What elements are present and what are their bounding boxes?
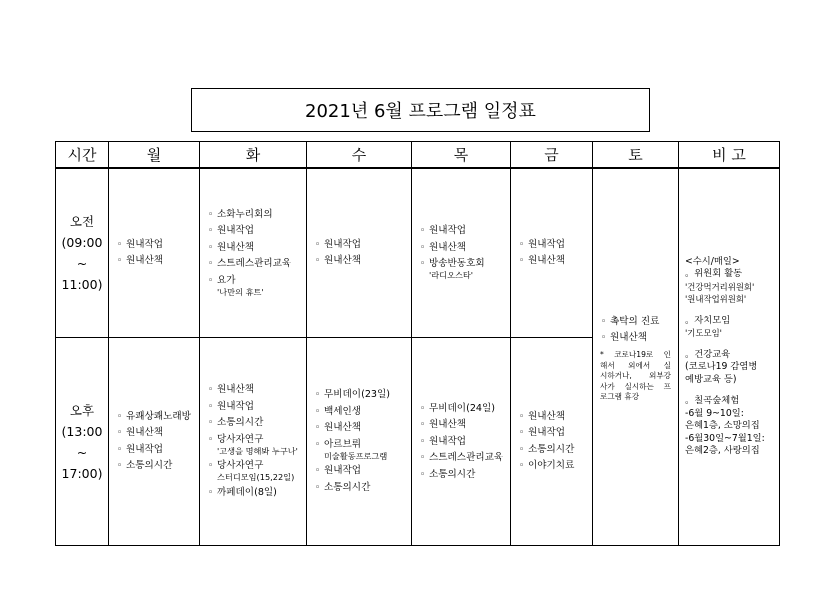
note-line: * 코로나19로 인	[600, 350, 671, 359]
remark-line: 예방교육 등)	[685, 373, 737, 385]
list-item	[315, 389, 411, 401]
program-name: 원내산책	[217, 384, 255, 396]
header-wed: 수	[307, 142, 412, 168]
morning-tilde: ~	[76, 255, 88, 271]
am-mon-cell	[109, 168, 200, 338]
list-item	[519, 239, 592, 251]
list-item	[117, 444, 199, 456]
program-name: 까페데이(8일)	[217, 486, 277, 498]
list-item	[519, 411, 592, 423]
program-list	[109, 411, 199, 473]
list-item: ◦ 촉탁의 진료	[601, 316, 678, 328]
remark-line: (코로나19 감염병	[685, 361, 758, 373]
program-subtitle: '나만의 휴트'	[217, 286, 264, 297]
program-subtitle: '고생을 명해봐 누구나'	[217, 445, 298, 456]
remark-line: 은혜2층, 사랑의집	[685, 445, 760, 457]
header-sat: 토	[593, 142, 679, 168]
remark-line: 。칠곡숲체험	[685, 395, 740, 407]
remark-line: 。위원회 활동	[685, 268, 743, 280]
morning-row	[56, 168, 780, 338]
list-item	[315, 406, 411, 418]
schedule-table	[55, 141, 780, 546]
list-item	[420, 225, 510, 237]
list-item	[208, 487, 306, 499]
remark-line: '원내작업위원회'	[685, 294, 747, 305]
am-tue-cell	[200, 168, 307, 338]
program-list	[412, 403, 510, 481]
list-item	[420, 419, 510, 431]
list-item	[420, 242, 510, 254]
list-item	[315, 439, 411, 461]
list-item	[208, 225, 306, 237]
header-tue: 화	[200, 142, 307, 168]
program-name: 원내작업	[126, 238, 164, 250]
program-name: 소통의시간	[324, 481, 371, 493]
pm-thu-cell	[412, 338, 511, 546]
program-list	[307, 239, 411, 268]
am-fri-cell	[511, 168, 593, 338]
remarks-content	[679, 256, 779, 458]
list-item	[208, 401, 306, 413]
am-wed-cell	[307, 168, 412, 338]
remarks-cell	[679, 168, 780, 546]
program-name: 원내산책	[324, 255, 362, 266]
remark-line: '건강먹거리위원회'	[685, 281, 755, 292]
afternoon-end: 17:00)	[61, 465, 103, 481]
page-title-text: 2021년 6월 프로그램 일정표	[305, 101, 536, 122]
list-item	[315, 422, 411, 434]
program-name: 스트레스관리교육	[429, 452, 504, 463]
am-thu-cell	[412, 168, 511, 338]
program-name: 원내산책	[126, 255, 164, 266]
afternoon-time-cell	[56, 338, 109, 546]
remark-line: 。자치모임	[685, 314, 731, 326]
remark-line: '기도모임'	[685, 328, 722, 339]
program-name: 방송반동호회	[429, 258, 485, 270]
program-name: 소통의시간	[126, 460, 173, 472]
list-item	[315, 465, 411, 477]
program-name: 원내산책	[324, 422, 362, 434]
remark-line: <수시/매일>	[685, 255, 740, 267]
program-name: 원내작업	[429, 435, 467, 447]
program-name: 소화누리회의	[217, 208, 273, 220]
program-name: 원내산책	[528, 410, 566, 422]
program-name: 스트레스관리교육	[217, 258, 292, 270]
program-list	[200, 209, 306, 297]
list-item	[420, 403, 510, 415]
morning-label: 오전	[69, 213, 95, 229]
header-fri: 금	[511, 142, 593, 168]
saturday-list	[593, 316, 678, 345]
header-time: 시간	[56, 142, 109, 168]
program-name: 원내산책	[429, 241, 467, 253]
program-name: 원내작업	[126, 443, 164, 455]
list-item	[519, 444, 592, 456]
program-name: 원내작업	[528, 238, 566, 250]
program-name: 무비데이(24일)	[429, 402, 496, 414]
program-name: 원내산책	[528, 255, 566, 266]
program-subtitle: 미술활동프로그램	[324, 450, 388, 461]
list-item	[420, 436, 510, 448]
list-item	[208, 384, 306, 396]
program-name: 원내작업	[528, 427, 566, 439]
list-item	[315, 239, 411, 251]
header-mon: 월	[109, 142, 200, 168]
list-item	[208, 460, 306, 482]
remark-line: -6월30일~7월1일:	[685, 432, 765, 444]
afternoon-tilde: ~	[76, 444, 88, 460]
program-name: 백세인생	[324, 405, 362, 417]
saturday-note	[593, 350, 678, 403]
list-item	[420, 452, 510, 464]
list-item	[117, 460, 199, 472]
list-item	[519, 255, 592, 267]
pm-tue-cell	[200, 338, 307, 546]
list-item	[208, 275, 306, 297]
header-row	[56, 142, 780, 168]
afternoon-label: 오후	[69, 402, 95, 418]
program-list	[412, 225, 510, 280]
list-item	[208, 209, 306, 221]
program-name: 아르브뤼	[324, 438, 362, 450]
program-name: 원내작업	[429, 225, 467, 237]
program-name: 소통의시간	[217, 417, 264, 429]
morning-end: 11:00)	[61, 276, 103, 292]
morning-time-cell	[56, 168, 109, 338]
remark-line: 。건강교육	[685, 348, 731, 360]
list-item	[315, 482, 411, 494]
program-list	[307, 389, 411, 494]
morning-start: (09:00	[61, 234, 103, 250]
program-list	[109, 239, 199, 268]
program-name: 원내산책	[217, 241, 255, 253]
program-name: 원내작업	[324, 238, 362, 250]
list-item	[117, 255, 199, 267]
list-item	[117, 239, 199, 251]
remark-line: -6월 9~10일:	[685, 407, 744, 419]
program-name: 요가	[217, 274, 236, 286]
program-name: 소통의시간	[528, 443, 575, 455]
program-name: 원내작업	[217, 225, 255, 237]
list-item: ◦ 원내산책	[601, 332, 678, 344]
list-item	[420, 469, 510, 481]
list-item	[208, 242, 306, 254]
list-item	[208, 434, 306, 456]
program-name: 원내산책	[429, 419, 467, 430]
program-subtitle: '라디오스타'	[429, 270, 474, 281]
program-name: 이야기치료	[528, 460, 575, 472]
program-list	[200, 384, 306, 499]
remark-line: 은혜1층, 소망의집	[685, 420, 760, 432]
note-line: 시하거나, 외부강	[600, 371, 671, 380]
program-name: 무비데이(23일)	[324, 389, 391, 401]
list-item	[519, 427, 592, 439]
pm-wed-cell	[307, 338, 412, 546]
note-line: 해서 외에서 실	[600, 360, 671, 370]
page-title	[191, 88, 650, 132]
program-name: 원내작업	[324, 465, 362, 477]
list-item	[519, 460, 592, 472]
pm-fri-cell	[511, 338, 593, 546]
program-list	[511, 411, 592, 473]
header-thu: 목	[412, 142, 511, 168]
list-item	[208, 258, 306, 270]
program-subtitle: 스터디모임(15,22일)	[217, 472, 295, 483]
note-line: 사가 실시하는 프	[600, 381, 671, 391]
list-item	[315, 255, 411, 267]
list-item	[117, 411, 199, 423]
list-item	[208, 417, 306, 429]
program-list	[511, 239, 592, 268]
program-name: 당사자연구	[217, 460, 264, 472]
program-name: 원내산책	[126, 427, 164, 439]
list-item	[420, 258, 510, 280]
program-name: 당사자연구	[217, 433, 264, 445]
header-remarks: 비 고	[679, 142, 780, 168]
program-name: 소통의시간	[429, 468, 476, 480]
afternoon-start: (13:00	[61, 423, 103, 439]
note-line: 로그램 휴강	[600, 392, 640, 401]
list-item	[117, 427, 199, 439]
pm-mon-cell	[109, 338, 200, 546]
program-name: 원내작업	[217, 400, 255, 412]
program-name: 유쾌상쾌노래방	[126, 410, 191, 422]
saturday-cell	[593, 168, 679, 546]
